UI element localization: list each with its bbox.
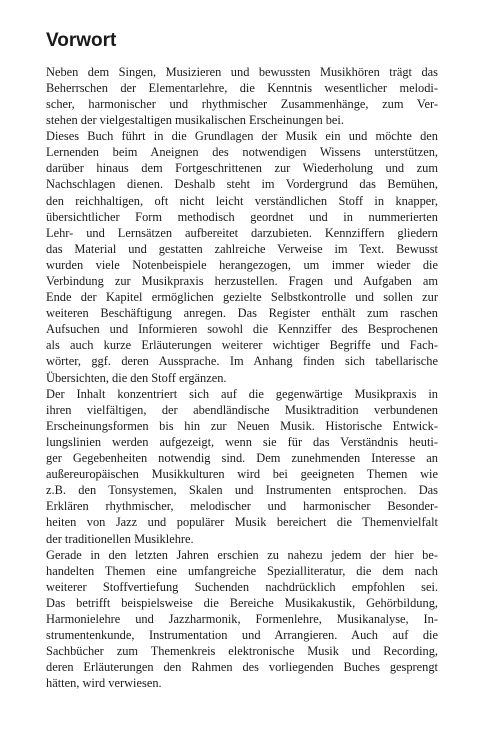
text-line: Verbindung zur Musikpraxis herzustellen. Fragen und Aufgaben am xyxy=(46,274,438,289)
text-line: handelten Themen eine umfangreiche Spezialliteratur, die dem nach xyxy=(46,563,438,578)
paragraph xyxy=(46,128,438,386)
text-line: der traditionellen Musiklehre. xyxy=(46,531,194,546)
text-line: darüber hinaus dem Fortgeschrittenen zur Wiederholung und zum xyxy=(46,161,438,176)
text-line: heiten von Jazz und populärer Musik bereichert die Themenvielfalt xyxy=(46,515,438,530)
text-line: Übersichten, die den Stoff ergänzen. xyxy=(46,370,227,385)
text-line: Sachbücher zum Themenkreis elektronische Musik und Recording, xyxy=(46,644,438,659)
text-line: Der Inhalt konzentriert sich auf die gegenwärtige Musikpraxis in xyxy=(46,386,438,401)
text-line: Neben dem Singen, Musizieren und bewussten Musikhören trägt das xyxy=(46,64,438,79)
text-line: weiteren Beschäftigung anregen. Das Register enthält zum raschen xyxy=(46,306,438,321)
text-line: als auch kurze Erläuterungen weiterer wichtiger Begriffe und Fach- xyxy=(46,338,438,353)
text-line: ihren vielfältigen, der abendländische Musiktradition verbundenen xyxy=(46,402,438,417)
text-line: Das betrifft beispielsweise die Bereiche Musikakustik, Gehörbildung, xyxy=(46,595,438,610)
text-line: deren Erläuterungen den Rahmen des vorliegenden Buches gesprengt xyxy=(46,660,438,675)
text-line: z.B. den Tonsystemen, Skalen und Instrumenten entsprochen. Das xyxy=(46,483,438,498)
text-line: stehen der vielgestaltigen musikalischen Erscheinungen bei. xyxy=(46,113,344,128)
text-line: Gerade in den letzten Jahren erschien zu nahezu jedem der hier be- xyxy=(46,547,438,562)
text-line: Nachschlagen dienen. Deshalb steht im Vordergrund das Bemühen, xyxy=(46,177,438,192)
text-line: weiterer Stoffvertiefung Suchenden nachdrücklich empfohlen sei. xyxy=(46,579,438,594)
text-line: Ende der Kapitel ermöglichen gezielte Selbstkontrolle und sollen zur xyxy=(46,290,438,305)
page-title: Vorwort xyxy=(46,30,117,51)
text-line: das Material und gestatten zahlreiche Verweise im Text. Bewusst xyxy=(46,241,438,256)
text-line: Erklären rhythmischer, melodischer und harmonischer Besonder- xyxy=(46,499,438,514)
text-line: lungslinien werden aufgezeigt, wenn sie für das Verständnis heuti- xyxy=(46,434,438,449)
text-line: Harmonielehre und Jazzharmonik, Formenlehre, Musikanalyse, In- xyxy=(46,611,438,626)
text-line: ger Gegebenheiten notwendig sind. Dem zunehmenden Interesse an xyxy=(46,451,438,466)
text-line: wörter, ggf. deren Aussprache. Im Anhang finden sich tabellarische xyxy=(46,354,438,369)
body-text xyxy=(46,64,438,692)
text-line: scher, harmonischer und rhythmischer Zusammenhänge, zum Ver- xyxy=(46,96,438,111)
text-line: Dieses Buch führt in die Grundlagen der Musik ein und möchte den xyxy=(46,129,438,144)
text-line: wurden viele Notenbeispiele herangezogen, um immer wieder die xyxy=(46,257,438,272)
text-line: hätten, wird verwiesen. xyxy=(46,676,162,691)
paragraph xyxy=(46,547,438,692)
text-line: Lehr- und Lernsätzen aufbereitet darzubieten. Kennziffern gliedern xyxy=(46,225,438,240)
text-line: den reichhaltigen, oft nicht leicht verständlichen Stoff in knapper, xyxy=(46,193,438,208)
text-line: Beherrschen der Elementarlehre, die Kenntnis wesentlicher melodi- xyxy=(46,80,438,95)
text-line: Aufsuchen und Informieren sowohl die Kennziffer des Besprochenen xyxy=(46,322,438,337)
paragraph xyxy=(46,386,438,547)
document-page xyxy=(46,30,438,691)
text-line: Lernenden beim Aneignen des notwendigen Wissens unterstützen, xyxy=(46,145,438,160)
text-line: Erscheinungsformen bis hin zur Neuen Musik. Historische Entwick- xyxy=(46,418,438,433)
paragraph xyxy=(46,64,438,128)
text-line: außereuropäischen Musikkulturen wird bei geeigneten Themen wie xyxy=(46,467,438,482)
text-line: strumentenkunde, Instrumentation und Arrangieren. Auch auf die xyxy=(46,628,438,643)
text-line: übersichtlicher Form methodisch geordnet und in nummerierten xyxy=(46,209,438,224)
